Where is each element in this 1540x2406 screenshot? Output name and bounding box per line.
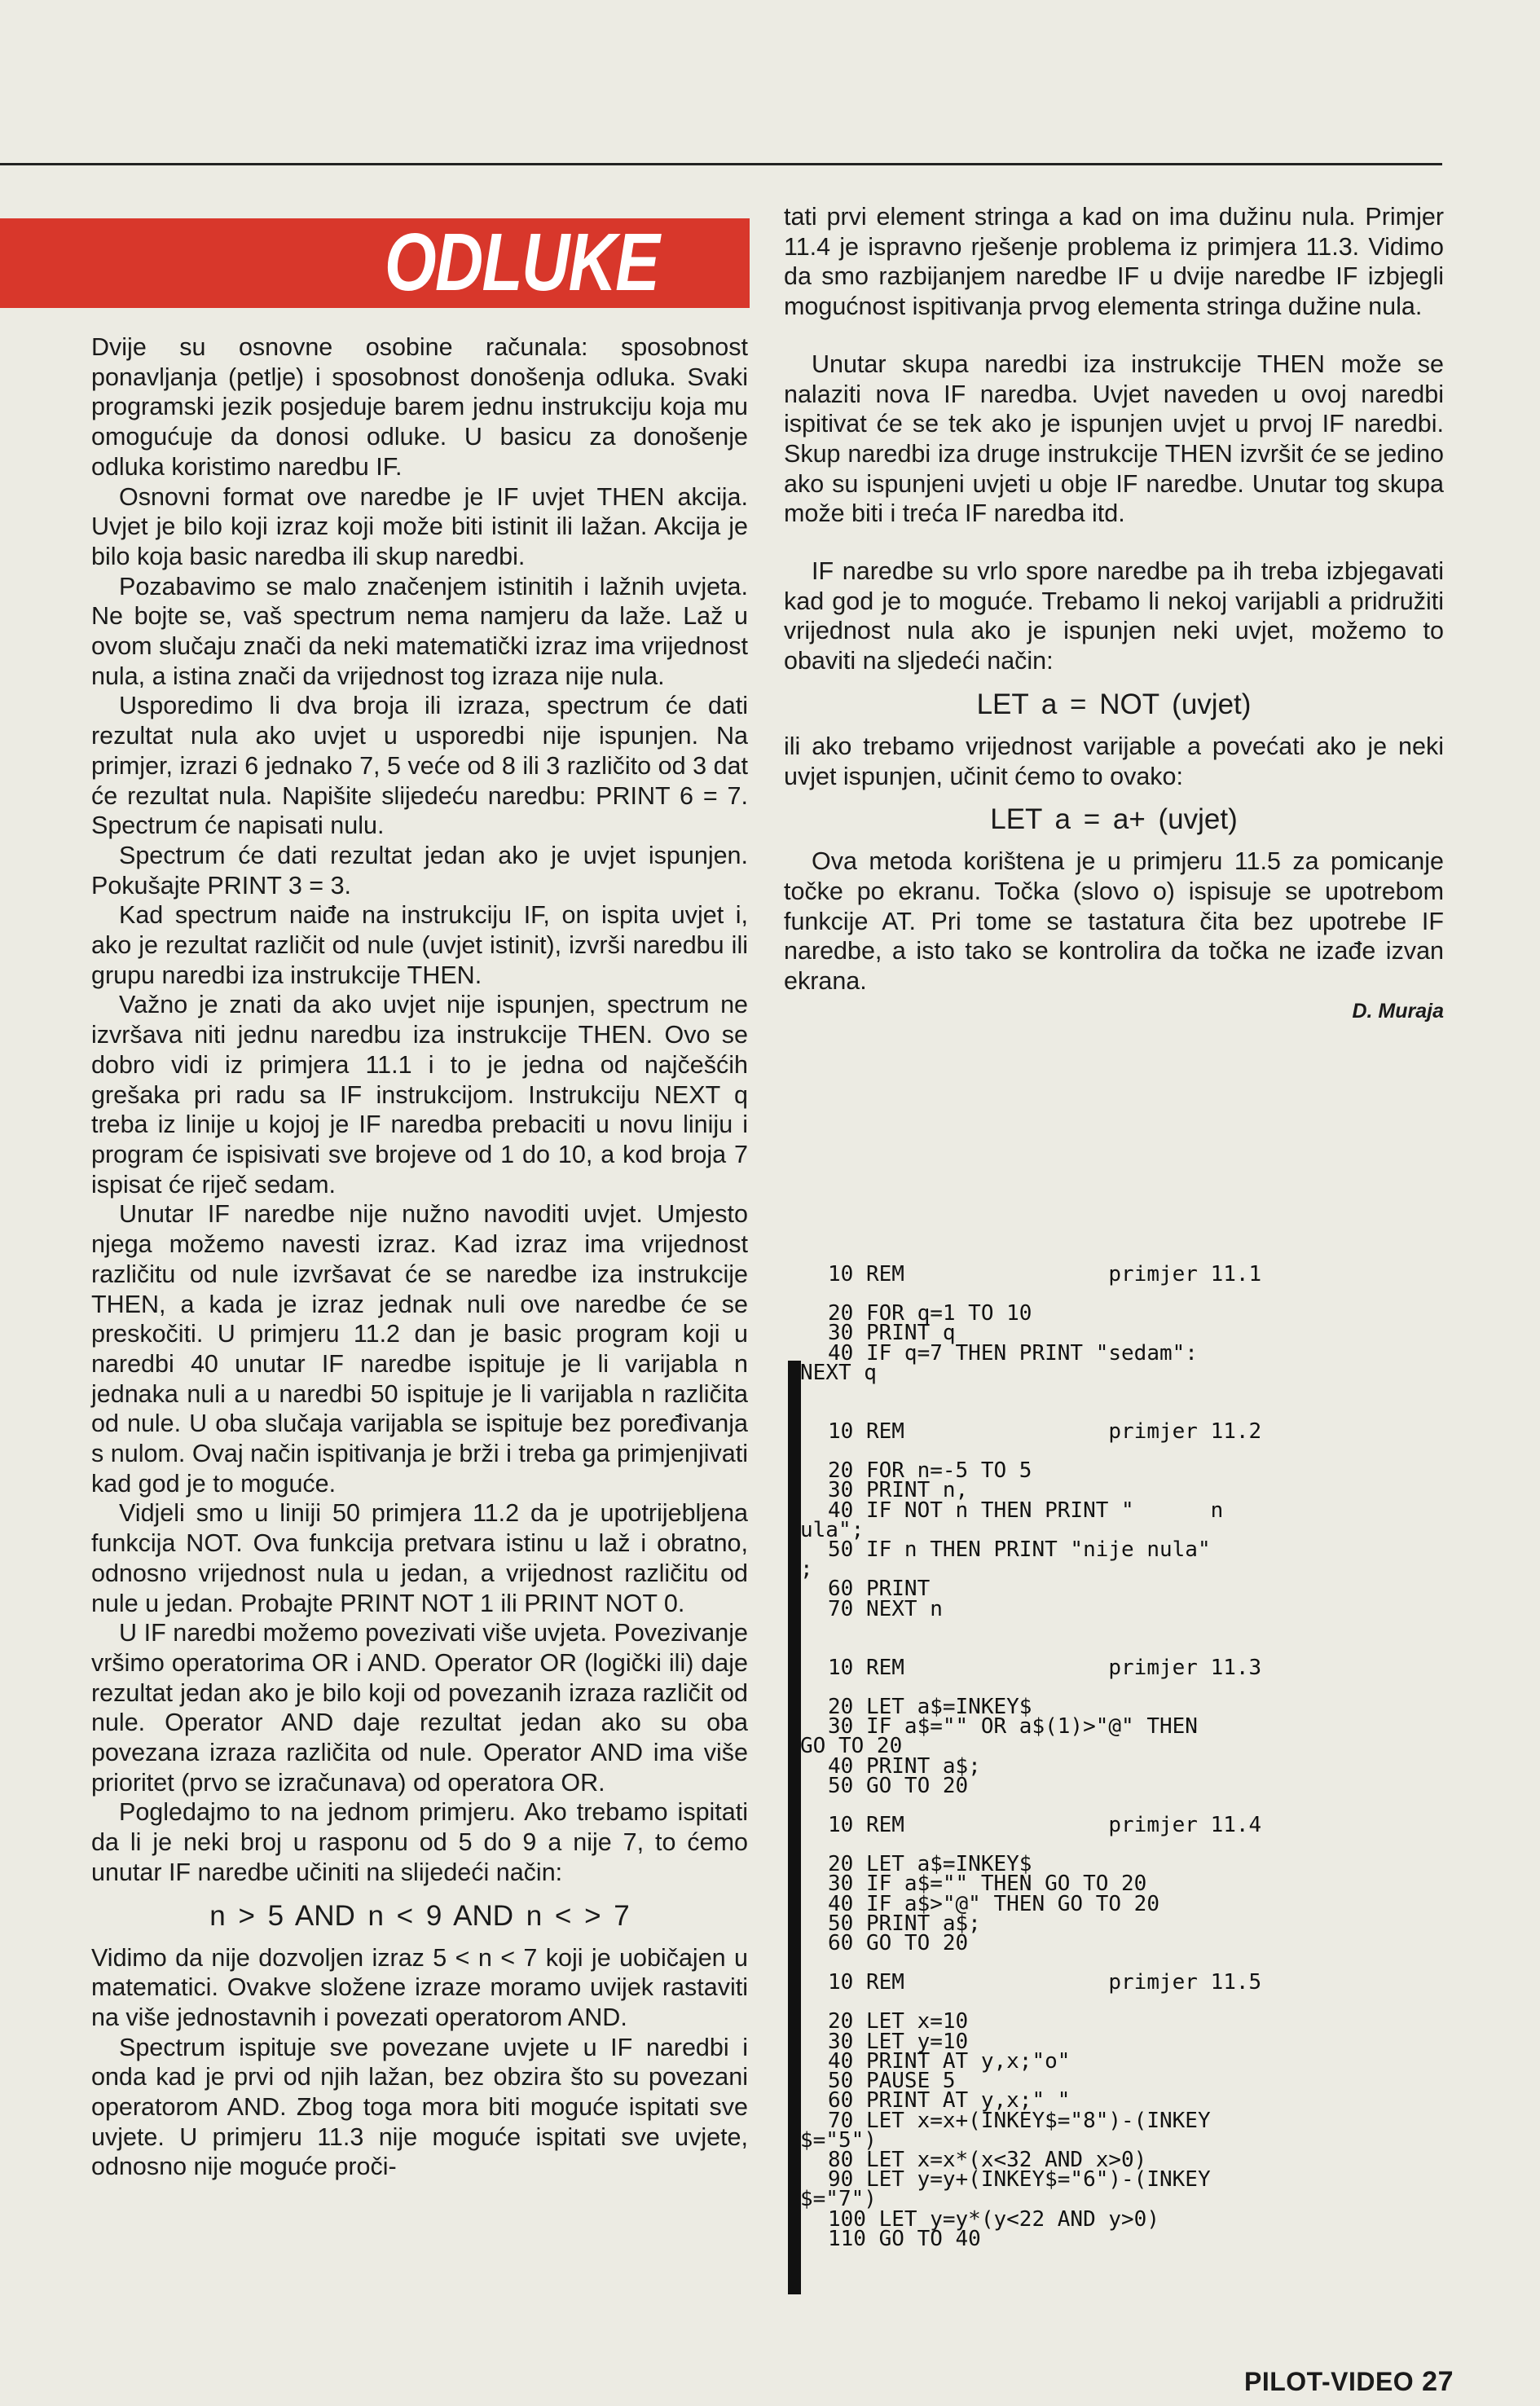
code-line: 70 NEXT n: [828, 1596, 943, 1621]
code-line: 30 IF a$="" OR a$(1)>"@" THEN: [828, 1714, 1198, 1740]
code-line: 90 LET y=y+(INKEY$="6")-(INKEY: [828, 2167, 1211, 2193]
paragraph: Vidimo da nije dozvoljen izraz 5 < n < 7 koji je uobičajen u matematici. Ovakve složene izraze moramo uvijek rastaviti na više jednostavnih i povezati operatorom AND.: [91, 1943, 748, 2031]
code-line: 70 LET x=x+(INKEY$="8")-(INKEY: [828, 2108, 1211, 2133]
title-banner: [0, 218, 750, 308]
code-line: 20 FOR q=1 TO 10: [828, 1301, 1032, 1326]
code-line: 50 IF n THEN PRINT "nije nula": [828, 1537, 1211, 1563]
code-line: 10 REM primjer 11.5: [828, 1970, 1262, 1995]
code-line: 10 REM primjer 11.2: [828, 1419, 1262, 1445]
code-line: 30 PRINT q: [828, 1321, 956, 1346]
paragraph: Spectrum će dati rezultat jedan ako je uvjet ispunjen. Pokušajte PRINT 3 = 3.: [91, 841, 748, 900]
magazine-name: PILOT-VIDEO: [1243, 2367, 1415, 2396]
paragraph: tati prvi element stringa a kad on ima dužinu nula. Primjer 11.4 je ispravno rješenje problema iz primjera 11.3. Vidimo da smo razbijanjem naredbe IF u dvije naredbe IF izbjegli mogućnost ispitivanja prvog elementa stringa dužine nula.: [784, 203, 1444, 321]
paragraph: Spectrum ispituje sve povezane uvjete u IF naredbi i onda kad je prvi od njih lažan, bez obzira što su povezani operatorom AND. Zbog toga mora biti moguće ispitati sve uvjete. U primjeru 11.3 nije moguće ispitati sve uvjete, odnosno nije moguće proči-: [91, 2033, 748, 2181]
code-line: 50 PRINT a$;: [828, 1911, 981, 1936]
code-line: $="5"): [800, 2127, 877, 2153]
paragraph: Unutar IF naredbe nije nužno navoditi uvjet. Umjesto njega možemo navesti izraz. Kad izraz ima vrijednost različitu od nule izvršavat će se naredbe iza instrukcije THEN, a kada je izraz jednak nuli ove naredbe će se preskočiti. U primjeru 11.2 dan je basic program koji u naredbi 40 unutar IF naredbe ispituje je li varijabla n jednaka nuli a u naredbi 50 ispituje je li varijabla n različita od nule. U oba slučaja varijabla se ispituje bez poređivanja s nulom. Ovaj način ispitivanja je brži i treba ga primjenjivati kad god je to moguće.: [91, 1200, 748, 1498]
left-column: [91, 332, 748, 2182]
code-line: 20 FOR n=-5 TO 5: [828, 1458, 1032, 1484]
author-signature: D. Muraja: [1352, 999, 1444, 1023]
code-line: 40 PRINT a$;: [828, 1753, 981, 1779]
code-line: 10 REM primjer 11.1: [828, 1262, 1262, 1287]
code-line: 80 LET x=x*(x<32 AND x>0): [828, 2147, 1147, 2172]
listing-sidebar-bar: [788, 1361, 801, 2294]
paragraph: Dvije su osnovne osobine računala: sposobnost ponavljanja (petlje) i sposobnost donošenja odluka. Svaki programski jezik posjeduje barem jednu instrukciju koja mu omogućuje da donosi odluke. U basicu za donošenje odluka koristimo naredbu IF.: [91, 333, 748, 481]
paragraph: Pogledajmo to na jednom primjeru. Ako trebamo ispitati da li je neki broj u rasponu od 5 do 9 a nije 7, to ćemo unutar IF naredbe učiniti na slijedeći način:: [91, 1798, 748, 1886]
paragraph: Usporedimo li dva broja ili izraza, spectrum će dati rezultat nula ako uvjet u usporedbi nije ispunjen. Na primjer, izrazi 6 jednako 7, 5 veće od 8 ili 3 različito od 3 dat će rezultat nula. Napišite slijedeću naredbu: PRINT 6 = 7. Spectrum će napisati nulu.: [91, 692, 748, 840]
paragraph: ili ako trebamo vrijednost varijable a povećati ako je neki uvjet ispunjen, učinit ćemo to ovako:: [784, 732, 1444, 790]
code-line: 60 PRINT: [828, 1577, 931, 1602]
code-line: GO TO 20: [800, 1734, 903, 1759]
code-line: 40 IF NOT n THEN PRINT " n: [828, 1498, 1224, 1523]
paragraph: Unutar skupa naredbi iza instrukcije THEN može se nalaziti nova IF naredba. Uvjet naveden u ovoj naredbi ispitivat će se tek ako je ispunjen uvjet u prvoj IF naredbi. Skup naredbi iza druge instrukcije THEN izvršit će se jedino ako su ispunjeni uvjeti u obje IF naredbe. Unutar tog skupa može biti i treća IF naredba itd.: [784, 350, 1444, 528]
paragraph: Važno je znati da ako uvjet nije ispunjen, spectrum ne izvršava niti jednu naredbu iza instrukcije THEN. Ovo se dobro vidi iz primjera 11.1 i to je jedna od najčešćih grešaka pri radu sa IF instrukcijom. Instrukciju NEXT q treba iz linije u kojoj je IF naredba prebaciti u novu liniju i program će ispisivati sve brojeve od 1 do 10, a kod broja 7 ispisat će riječ sedam.: [91, 991, 748, 1199]
code-line: [828, 1383, 1437, 1402]
code-line: 60 GO TO 20: [828, 1931, 969, 1956]
formula-not: LET a = NOT (uvjet): [976, 688, 1252, 720]
code-line: 100 LET y=y*(y<22 AND y>0): [828, 2206, 1159, 2232]
code-listing: [800, 1262, 1437, 2251]
paragraph: Pozabavimo se malo značenjem istinitih i lažnih uvjeta. Ne bojte se, vaš spectrum nema namjeru da laže. Laž u ovom slučaju znači da neki matematički izraz ima vrijednost nula, a istina znači da vrijednost tog izraza nije nula.: [91, 572, 748, 690]
formula-and: n > 5 AND n < 9 AND n < > 7: [209, 1899, 630, 1932]
code-line: NEXT q: [800, 1360, 877, 1385]
code-line: 60 PRINT AT y,x;" ": [828, 2088, 1071, 2113]
code-line: 30 PRINT n,: [828, 1478, 969, 1503]
page-number: 27: [1422, 2366, 1454, 2397]
paragraph: U IF naredbi možemo povezivati više uvjeta. Povezivanje vršimo operatorima OR i AND. Operator OR (logički ili) daje rezultat jedan ako je bilo koji od povezanih izraza različit od nule. Operator AND daje rezultat jedan ako su oba povezana izraza različita od nule. Operator AND ima više prioritet (prvo se izračunava) od operatora OR.: [91, 1619, 748, 1797]
code-line: [828, 1619, 1437, 1638]
paragraph: Ova metoda korištena je u primjeru 11.5 za pomicanje točke po ekranu. Točka (slovo o) ispisuje se upotrebom funkcije AT. Pri tome se tastatura čita bez upotrebe IF naredbe, a isto tako se kontrolira da točka ne izađe izvan ekrana.: [784, 847, 1444, 996]
paragraph: IF naredbe su vrlo spore naredbe pa ih treba izbjegavati kad god je to moguće. Trebamo li nekoj varijabli a pridružiti vrijednost nula ako je ispunjen neki uvjet, možemo to obaviti na sljedeći način:: [784, 557, 1444, 675]
code-line: 40 IF q=7 THEN PRINT "sedam":: [828, 1340, 1198, 1366]
code-line: ula";: [800, 1517, 865, 1542]
code-line: 10 REM primjer 11.3: [828, 1655, 1262, 1680]
code-line: 50 PAUSE 5: [828, 2069, 956, 2094]
code-line: 30 LET y=10: [828, 2029, 969, 2054]
code-line: 30 IF a$="" THEN GO TO 20: [828, 1872, 1147, 1897]
paragraph: Kad spectrum naiđe na instrukciju IF, on ispita uvjet i, ako je rezultat različit od nule (uvjet istinit), izvrši naredbu ili grupu naredbi iza instrukcije THEN.: [91, 901, 748, 989]
code-line: 20 LET x=10: [828, 2009, 969, 2034]
right-column: [784, 202, 1444, 1023]
code-line: 40 PRINT AT y,x;"o": [828, 2048, 1071, 2074]
formula-inc: LET a = a+ (uvjet): [990, 803, 1238, 836]
paragraph: Vidjeli smo u liniji 50 primjera 11.2 da je upotrijebljena funkcija NOT. Ova funkcija pretvara istinu u laž i obratno, odnosno vrijednost nula u jedan, a vrijednost različitu od nule u jedan. Probajte PRINT NOT 1 ili PRINT NOT 0.: [91, 1499, 748, 1617]
paragraph: Osnovni format ove naredbe je IF uvjet THEN akcija. Uvjet je bilo koji izraz koji može biti istinit ili lažan. Akcija je bilo koja basic naredba ili skup naredbi.: [91, 482, 748, 570]
code-line: 20 LET a$=INKEY$: [828, 1852, 1032, 1877]
code-line: 10 REM primjer 11.4: [828, 1813, 1262, 1838]
code-line: $="7"): [800, 2187, 877, 2212]
code-line: ;: [800, 1557, 813, 1582]
page-footer: [1244, 2366, 1454, 2398]
article-title: ODLUKE: [384, 217, 658, 308]
code-line: 20 LET a$=INKEY$: [828, 1695, 1032, 1720]
code-line: 110 GO TO 40: [828, 2226, 981, 2251]
top-rule: [0, 163, 1442, 165]
code-line: 50 GO TO 20: [828, 1773, 969, 1798]
code-line: 40 IF a$>"@" THEN GO TO 20: [828, 1891, 1159, 1916]
